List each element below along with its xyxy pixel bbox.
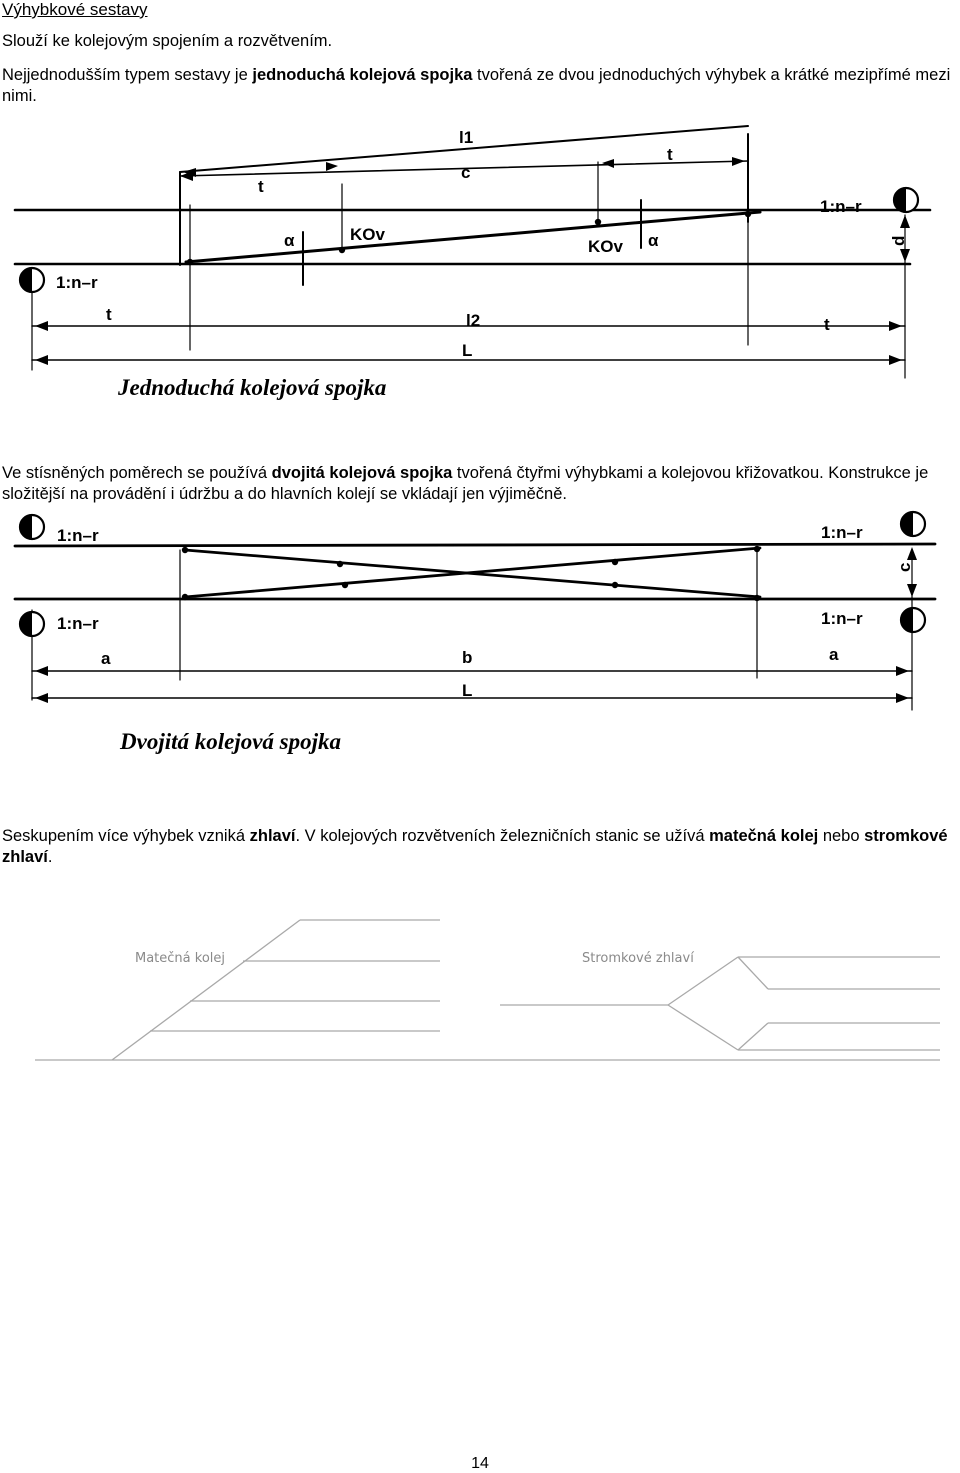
label-l2: l2: [466, 311, 481, 330]
half-circle-icon-right: [894, 188, 918, 212]
label-ratio-top-left: 1:n–r: [57, 526, 99, 545]
label-t-upper-right: t: [667, 145, 673, 164]
section-heading: Výhybkové sestavy: [2, 0, 148, 19]
label-ko-right: KOv: [588, 237, 623, 256]
label-alpha-left: α: [284, 231, 295, 250]
label-ko-left: KOv: [350, 225, 385, 244]
label-a-left: a: [101, 649, 111, 668]
label-t-lower-left: t: [106, 305, 112, 324]
label-L: L: [462, 341, 473, 360]
label-t-upper-left: t: [258, 177, 264, 196]
label-b: b: [462, 648, 473, 667]
half-circle-icon-bottom-left: [20, 612, 44, 636]
label-l1: l1: [459, 128, 474, 147]
paragraph-double-crossover: Ve stísněných poměrech se používá dvojitá kolejová spojka tvořená čtyřmi výhybkami a kolejovou křižovatkou. Konstrukce je složitější na provádění i údržbu a do hlavních kolejí se vkládají jen výjiměčně.: [2, 464, 929, 503]
label-c: c: [461, 163, 471, 182]
figure-yard-layouts: [0, 905, 960, 1065]
label-alpha-right: α: [648, 231, 659, 250]
paragraph-simple-crossover: Nejjednodušším typem sestavy je jednoduchá kolejová spojka tvořená ze dvou jednoduchých výhybek a krátké mezipřímé mezi nimi.: [2, 66, 951, 105]
label-L: L: [462, 681, 473, 700]
label-ratio-bottom-right: 1:n–r: [821, 609, 863, 628]
half-circle-icon-left: [20, 268, 44, 292]
page-number: 14: [471, 1455, 489, 1472]
half-circle-icon-top-left: [20, 515, 44, 539]
half-circle-icon-bottom-right: [901, 608, 925, 632]
label-ratio-bottom-left: 1:n–r: [57, 614, 99, 633]
label-t-lower-right: t: [824, 315, 830, 334]
paragraph-yard: Seskupením více výhybek vzniká zhlaví. V kolejových rozvětveních železničních stanic se užívá matečná kolej nebo stromkové zhlaví.: [2, 827, 948, 866]
figure-simple-crossover: [0, 120, 960, 420]
label-d: d: [889, 235, 908, 246]
label-ratio-top-right: 1:n–r: [821, 523, 863, 542]
label-ratio-left: 1:n–r: [56, 273, 98, 292]
label-tree-yard: Stromkové zhlaví: [582, 951, 694, 966]
half-circle-icon-top-right: [901, 512, 925, 536]
figure-caption: Dvojitá kolejová spojka: [120, 729, 342, 754]
label-ratio-right: 1:n–r: [820, 197, 862, 216]
figure-caption: Jednoduchá kolejová spojka: [118, 375, 387, 400]
intro-paragraph: Slouží ke kolejovým spojením a rozvětvením.: [2, 32, 333, 50]
label-ladder-track: Matečná kolej: [135, 951, 226, 966]
label-c: c: [895, 562, 914, 572]
label-a-right: a: [829, 645, 839, 664]
figure-double-crossover: [0, 510, 960, 755]
